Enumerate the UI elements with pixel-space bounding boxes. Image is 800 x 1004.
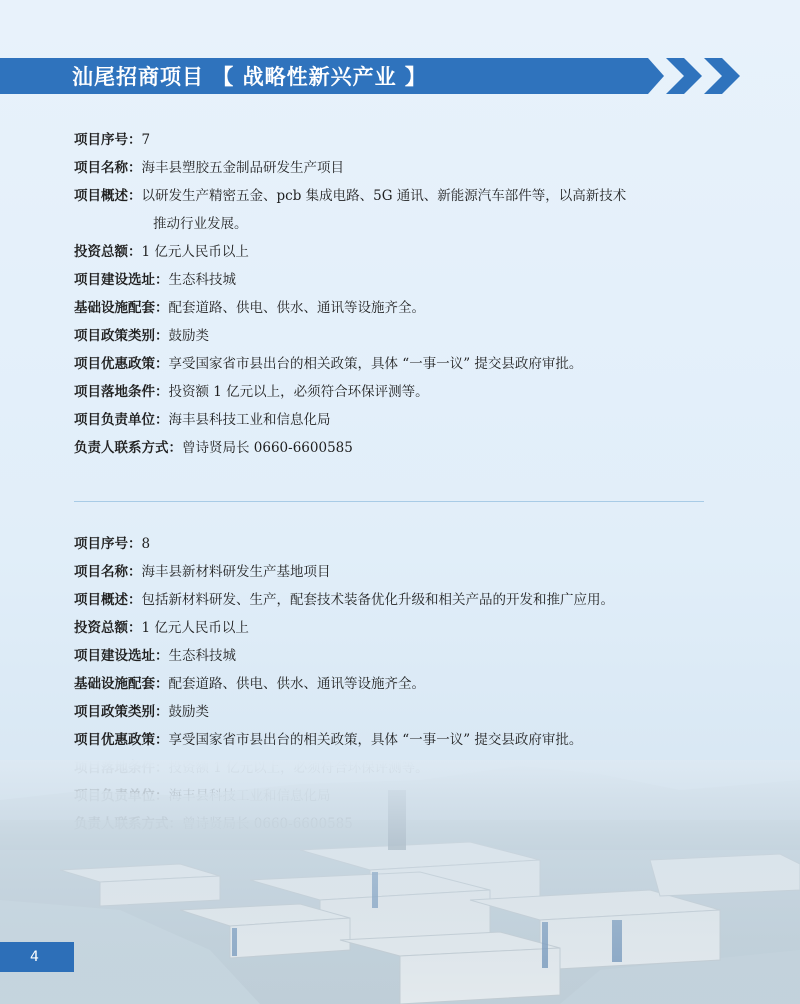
field-policy-type: 项目政策类别：鼓励类: [74, 328, 209, 344]
field-infrastructure: 基础设施配套：配套道路、供电、供水、通讯等设施齐全。: [74, 676, 425, 692]
project-name: 海丰县新材料研发生产基地项目: [141, 564, 331, 580]
project-site: 生态科技城: [168, 648, 236, 664]
field-name: 项目名称：海丰县新材料研发生产基地项目: [74, 564, 331, 580]
project-name: 海丰县塑胶五金制品研发生产项目: [141, 160, 344, 176]
project-investment: 1 亿元人民币以上: [141, 244, 249, 260]
field-incentive: 项目优惠政策：享受国家省市县出台的相关政策，具体 “一事一议” 提交县政府审批。: [74, 732, 583, 748]
field-unit: 项目负责单位：海丰县科技工业和信息化局: [74, 412, 331, 428]
project-conditions: 投资额 1 亿元以上，必须符合环保评测等。: [168, 384, 429, 400]
project-serial: 8: [141, 536, 151, 552]
project-serial: 7: [141, 132, 151, 148]
project-incentive: 享受国家省市县出台的相关政策，具体 “一事一议” 提交县政府审批。: [168, 732, 583, 748]
page-number: 4: [0, 942, 74, 972]
project-investment: 1 亿元人民币以上: [141, 620, 249, 636]
field-conditions: 项目落地条件：投资额 1 亿元以上，必须符合环保评测等。: [74, 384, 429, 400]
field-investment: 投资总额：1 亿元人民币以上: [74, 620, 249, 636]
field-serial: 项目序号：7: [74, 132, 151, 148]
project-incentive: 享受国家省市县出台的相关政策，具体 “一事一议” 提交县政府审批。: [168, 356, 583, 372]
field-name: 项目名称：海丰县塑胶五金制品研发生产项目: [74, 160, 344, 176]
field-site: 项目建设选址：生态科技城: [74, 648, 236, 664]
field-investment: 投资总额：1 亿元人民币以上: [74, 244, 249, 260]
project-infrastructure: 配套道路、供电、供水、通讯等设施齐全。: [168, 300, 425, 316]
project-unit: 海丰县科技工业和信息化局: [168, 412, 331, 428]
field-site: 项目建设选址：生态科技城: [74, 272, 236, 288]
project-overview-line1: 以研发生产精密五金、pcb 集成电路、5G 通讯、新能源汽车部件等，以高新技术: [141, 188, 627, 204]
section-divider: [74, 501, 704, 502]
project-contact: 曾诗贤局长 0660-6600585: [182, 440, 353, 456]
project-overview-line2: 推动行业发展。: [153, 216, 248, 232]
chevron-double-right-icon: [666, 58, 740, 94]
field-overview: 项目概述：包括新材料研发、生产，配套技术装备优化升级和相关产品的开发和推广应用。: [74, 592, 614, 608]
industrial-park-image: [0, 760, 800, 1004]
field-overview: 项目概述：以研发生产精密五金、pcb 集成电路、5G 通讯、新能源汽车部件等，以高新技术 推动行业发展。: [74, 182, 724, 238]
project-infrastructure: 配套道路、供电、供水、通讯等设施齐全。: [168, 676, 425, 692]
project-section: [74, 126, 724, 462]
project-overview-line1: 包括新材料研发、生产，配套技术装备优化升级和相关产品的开发和推广应用。: [141, 592, 614, 608]
project-policy-type: 鼓励类: [168, 328, 209, 344]
project-site: 生态科技城: [168, 272, 236, 288]
field-incentive: 项目优惠政策：享受国家省市县出台的相关政策，具体 “一事一议” 提交县政府审批。: [74, 356, 583, 372]
field-infrastructure: 基础设施配套：配套道路、供电、供水、通讯等设施齐全。: [74, 300, 425, 316]
field-policy-type: 项目政策类别：鼓励类: [74, 704, 209, 720]
field-serial: 项目序号：8: [74, 536, 151, 552]
page-title: 汕尾招商项目 【 战略性新兴产业 】: [72, 65, 427, 89]
field-contact: 负责人联系方式：曾诗贤局长 0660-6600585: [74, 440, 353, 456]
project-policy-type: 鼓励类: [168, 704, 209, 720]
